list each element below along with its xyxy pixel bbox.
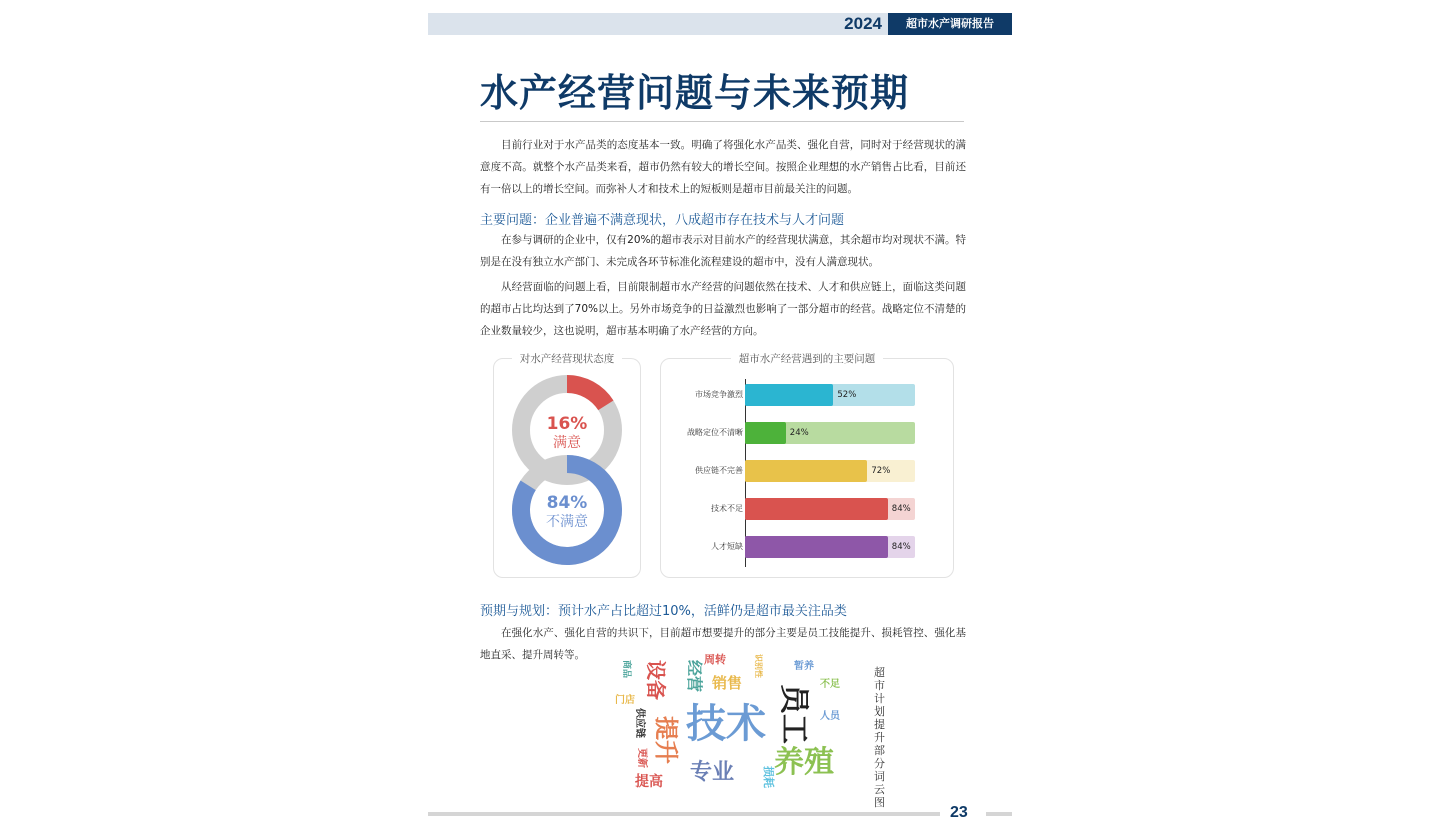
footer-rule-left [428,812,940,816]
bar-row [661,460,951,482]
section2-heading: 预期与规划：预计水产占比超过10%，活鲜仍是超市最关注品类 [480,604,847,619]
bar-value-label: 84% [891,504,911,514]
satisfied-pct: 16% [546,414,588,434]
word-yangzhi: 养殖 [774,745,834,780]
bar-value-label: 72% [871,466,891,476]
word-buzu: 不足 [820,679,840,690]
page-title: 水产经营问题与未来预期 [480,71,910,115]
satisfied-text: 满意 [553,435,581,451]
report-page [428,0,1012,830]
intro-paragraph: 目前行业对于水产品类的态度基本一致。明确了将强化水产品类、强化自营，同时对于经营现状的满意度不高。就整个水产品类来看，超市仍然有较大的增长空间。按照企业理想的水产销售占比看，目前还有一倍以上的增长空间。而弥补人才和技术上的短板则是超市目前最关注的问题。 [480,139,966,195]
satisfied-label [517,414,617,452]
word-zhuanye: 专业 [690,760,735,785]
bar-track [745,384,915,406]
word-mendian: 门店 [615,695,635,706]
section1-paragraph-1: 在参与调研的企业中，仅有20%的超市表示对目前水产的经营现状满意，其余超市均对现状不满。特别是在没有独立水产部门、未完成各环节标准化流程建设的超市中，没有人满意现状。 [480,234,966,268]
bar-track [745,460,915,482]
bar-category-label: 技术不足 [711,504,743,513]
word-renyuan: 人员 [820,711,840,722]
header-report-name: 超市水产调研报告 [888,13,1012,35]
bar-category-label: 供应链不完善 [695,466,743,475]
word-shangpin: 商品 [621,660,631,679]
attitude-chart-panel [493,353,641,578]
title-divider [480,121,964,122]
section1-paragraph-2: 从经营面临的问题上看，目前限制超市水产经营的问题依然在技术、人才和供应链上，面临这类问题的超市占比均达到了70%以上。另外市场竞争的日益激烈也影响了一部分超市的经营。战略定位不清楚的企业数量较少，这也说明，超市基本明确了水产经营的方向。 [480,281,966,337]
bar-category-label: 人才短缺 [711,542,743,551]
word-tisheng: 提升 [652,716,680,764]
bar-track [745,422,915,444]
bar-value-label: 24% [789,428,809,438]
bar [745,422,786,444]
bar-track [745,498,915,520]
bar-row [661,422,951,444]
header-bar [428,13,1012,35]
unsatisfied-label [517,493,617,531]
word-jishu: 技术 [686,701,766,747]
word-gongyinglian: 供应链 [634,708,645,738]
unsatisfied-pct: 84% [546,493,588,513]
word-xiaoshou: 销售 [712,674,743,692]
word-tigao: 提高 [635,774,663,790]
bar-row [661,536,951,558]
word-jingying: 经营 [685,660,704,693]
unsatisfied-text: 不满意 [546,514,588,530]
section2-paragraph-1: 在强化水产、强化自营的共识下，目前超市想要提升的部分主要是员工技能提升、损耗管控、强化基地直采、提升周转等。 [480,627,966,661]
word-yuangong: 员工 [776,684,811,744]
page-number: 23 [950,804,968,821]
word-zanyang: 暂养 [794,661,814,672]
word-cloud [608,650,898,800]
footer-rule-right [986,812,1012,816]
attitude-donut-svg [494,359,640,577]
bar [745,498,888,520]
bar-row [661,498,951,520]
bar-track [745,536,915,558]
word-shebei: 设备 [644,660,668,700]
word-sunhao: 损耗 [762,766,775,788]
word-shibiexing: 识别性 [754,654,763,678]
bar [745,460,867,482]
problems-chart-panel [660,353,954,578]
bar [745,384,833,406]
problems-chart-title: 超市水产经营遇到的主要问题 [731,353,884,365]
word-cloud-caption: 超市计划提升部分词云图 [874,666,885,809]
bar-category-label: 战略定位不清晰 [687,428,743,437]
bar-value-label: 84% [891,542,911,552]
header-year: 2024 [844,14,882,33]
satisfied-slice [567,384,606,405]
section1-heading: 主要问题：企业普遍不满意现状，八成超市存在技术与人才问题 [480,213,845,228]
bar [745,536,888,558]
bar-category-label: 市场竞争激烈 [695,390,743,399]
bar-row [661,384,951,406]
attitude-chart-title: 对水产经营现状态度 [512,353,623,365]
word-gengxin: 更新 [636,748,647,768]
bar-value-label: 52% [837,390,857,400]
word-zhouzhuan: 周转 [704,653,726,666]
